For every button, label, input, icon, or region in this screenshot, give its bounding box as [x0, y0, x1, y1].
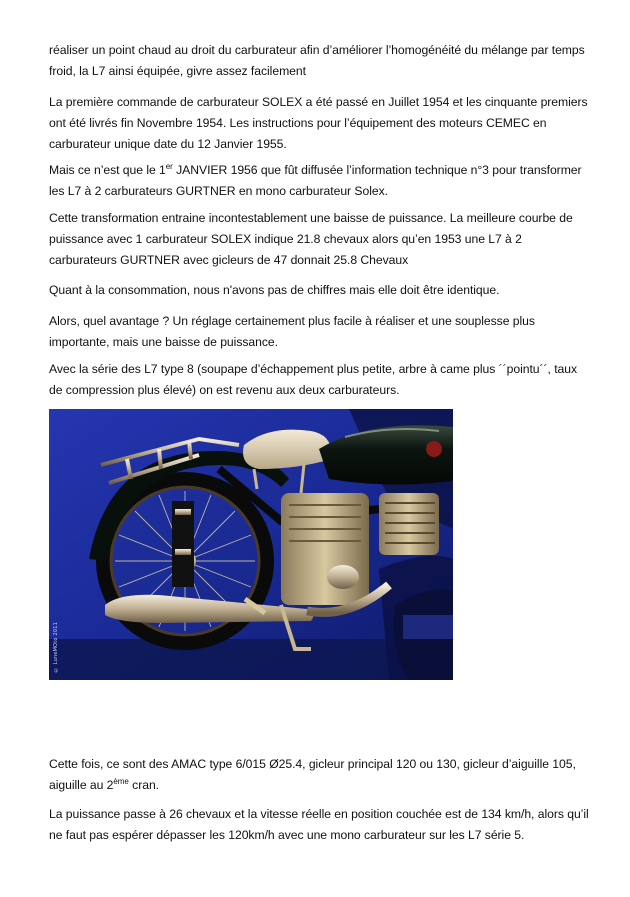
paragraph-power-speed: La puissance passe à 26 chevaux et la vitesse réelle en position couchée est de 134 km/h, alors qu’il ne faut pas espérer dépasser les 120km/h avec une mono carburateur sur les L7 série 5. [49, 807, 589, 842]
text-segment: JANVIER 1956 que fût diffusée l’information technique n°3 pour transformer les L7 à 2 carburateurs GURTNER en mono carburateur Solex. [49, 163, 582, 198]
superscript: er [165, 162, 173, 171]
paragraph-technical-info [49, 160, 589, 202]
paragraph-type8-series: Avec la série des L7 type 8 (soupape d’échappement plus petite, arbre à came plus ´´pointu´´, taux de compression plus élevé) on est revenu aux deux carburateurs. [49, 362, 578, 397]
text-segment: Mais ce n’est que le 1 [49, 163, 166, 177]
paragraph-advantage: Alors, quel avantage ? Un réglage certainement plus facile à réaliser et une souplesse plus importante, mais une baisse de puissance. [49, 314, 535, 349]
motorcycle-photo [49, 409, 453, 680]
paragraph-amac-carburettors [49, 754, 589, 796]
text-segment: cran. [128, 778, 160, 792]
text-segment: Cette fois, ce sont des AMAC type 6/015 Ø25.4, gicleur principal 120 ou 130, gicleur d’aiguille 105, aiguille au 2 [49, 757, 576, 792]
paragraph-intro-continuation: réaliser un point chaud au droit du carburateur afin d’améliorer l’homogénéité du mélange par temps froid, la L7 ainsi équipée, givre assez facilement [49, 43, 585, 78]
paragraph-power-loss: Cette transformation entraine incontestablement une baisse de puissance. La meilleure courbe de puissance avec 1 carburateur SOLEX indique 21.8 chevaux alors qu’en 1953 une L7 à 2 carburateurs GURTNER avec gicleurs de 47 donnait 25.8 Chevaux [49, 211, 573, 267]
paragraph-consumption: Quant à la consommation, nous n'avons pas de chiffres mais elle doit être identique. [49, 283, 500, 297]
paragraph-solex-order: La première commande de carburateur SOLEX a été passé en Juillet 1954 et les cinquante premiers ont été livrés fin Novembre 1954. Les instructions pour l’équipement des moteurs CEMEC en carburateur unique date du 12 Janvier 1955. [49, 95, 588, 151]
photo-credit: © LuneMOto 2011 [53, 621, 59, 672]
motorcycle-illustration [49, 409, 453, 680]
superscript: ème [113, 777, 129, 786]
